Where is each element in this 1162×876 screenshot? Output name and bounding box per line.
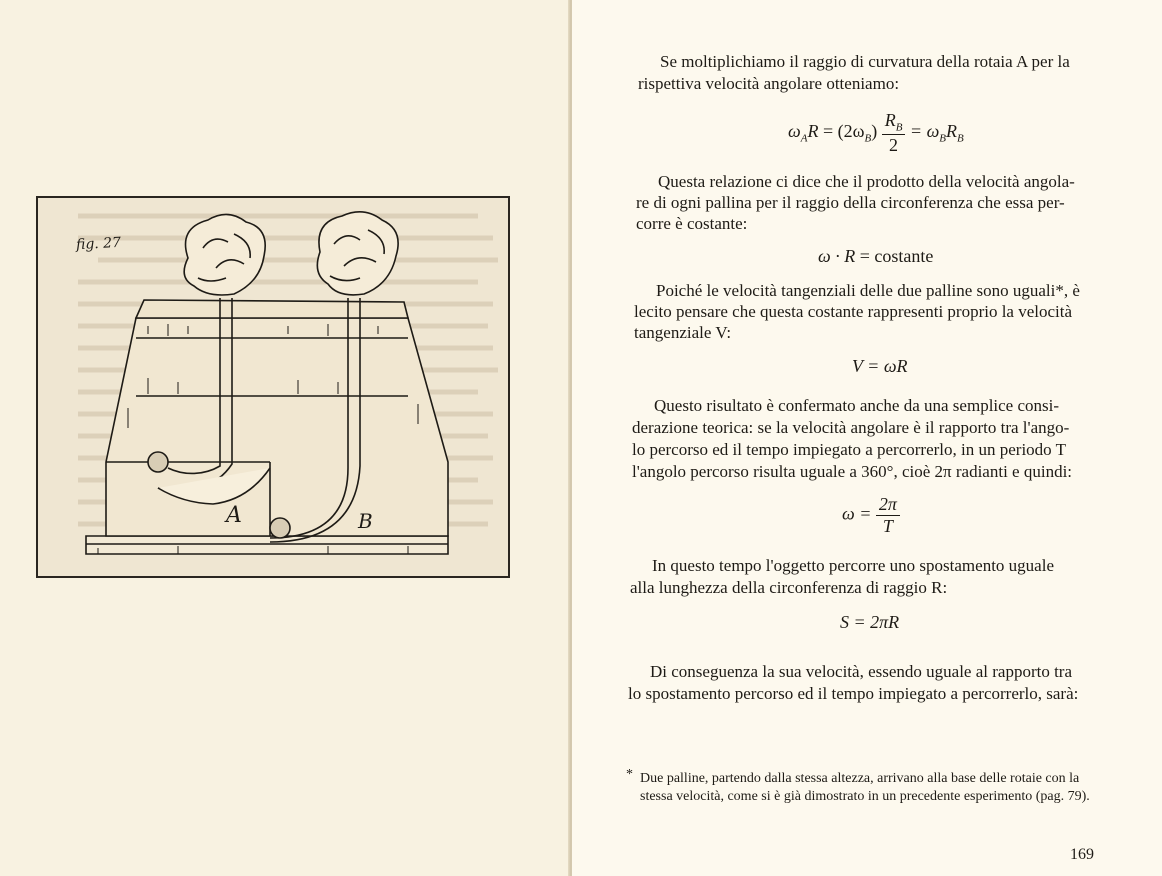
footnote-mark: *: [626, 767, 633, 782]
para1-line1: Se moltiplichiamo il raggio di curvatura della rotaia A per la: [660, 52, 1070, 71]
page-number: 169: [1070, 846, 1094, 863]
footnote-line2: stessa velocità, come si è già dimostrato in un precedente esperimento (pag. 79).: [640, 789, 1090, 804]
para4-line4: l'angolo percorso risulta uguale a 360°, cioè 2π radianti e quindi:: [632, 462, 1073, 481]
para1-line2: rispettiva velocità angolare otteniamo:: [638, 74, 900, 93]
para5-line1: In questo tempo l'oggetto percorre uno spostamento uguale: [652, 556, 1054, 575]
figure-27: [36, 196, 510, 578]
equation-1: $\omega_AR = (2\omega_B)$ $\frac{R_B}{2}$ = $\omega_BR_B$: [788, 110, 964, 155]
para3-line2: lecito pensare che questa costante rappresenti proprio la velocità: [634, 302, 1073, 321]
figure-illustration: [38, 198, 508, 576]
equation-3: V = ωR: [852, 356, 908, 376]
para6-line2: lo spostamento percorso ed il tempo impiegato a percorrerlo, sarà:: [628, 684, 1079, 703]
rail-b-label: B: [358, 509, 373, 533]
para4-line3: lo percorso ed il tempo impiegato a percorrerlo, in un periodo T: [632, 440, 1066, 459]
figure-label: fig. 27: [75, 234, 122, 254]
rail-a-label: A: [226, 503, 242, 528]
para2-line2: re di ogni pallina per il raggio della circonferenza che essa per-: [636, 193, 1065, 212]
para4-line2: derazione teorica: se la velocità angolare è il rapporto tra l'ango-: [632, 418, 1070, 437]
para4-line1: Questo risultato è confermato anche da una semplice consi-: [654, 396, 1060, 415]
para2-line3: corre è costante:: [636, 214, 748, 233]
para3-line3: tangenziale V:: [634, 323, 732, 342]
para3-line1: Poiché le velocità tangenziali delle due palline sono uguali*, è: [656, 281, 1080, 300]
para5-line2: alla lunghezza della circonferenza di raggio R:: [630, 578, 948, 597]
footnote-line1: Due palline, partendo dalla stessa altezza, arrivano alla base delle rotaie con la: [640, 771, 1080, 786]
para6-line1: Di conseguenza la sua velocità, essendo uguale al rapporto tra: [650, 662, 1073, 681]
equation-4: ω = $\frac{2\pi}{T}$: [842, 494, 900, 537]
equation-5: S = 2πR: [840, 612, 900, 632]
equation-2: ω · R = costante: [818, 246, 934, 266]
para2-line1: Questa relazione ci dice che il prodotto della velocità angola-: [658, 172, 1075, 191]
